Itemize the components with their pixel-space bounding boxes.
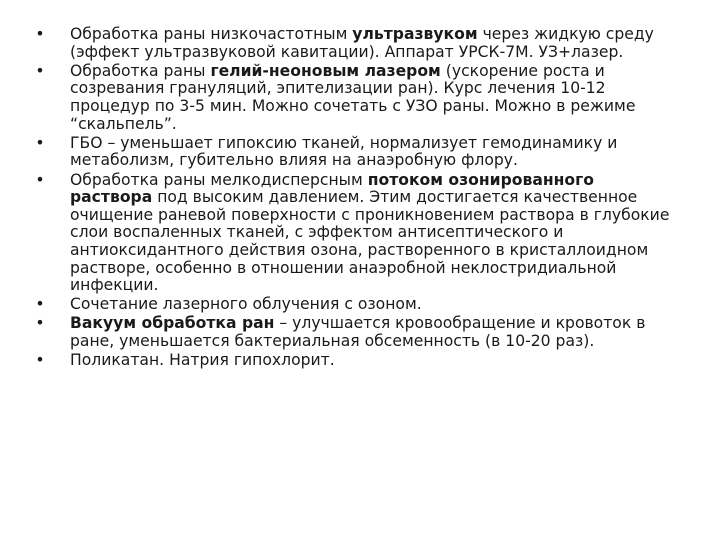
bullet-list bbox=[32, 26, 672, 371]
bullet-icon: • bbox=[35, 314, 45, 333]
list-item bbox=[32, 296, 672, 314]
bullet-icon: • bbox=[35, 25, 45, 43]
item-text-bold: гелий-неоновым лазером bbox=[210, 61, 441, 80]
item-text: ГБО – уменьшает гипоксию тканей, нормализует гемодинамику и метаболизм, губительно влияя на анаэробную флору. bbox=[70, 133, 618, 170]
list-item bbox=[32, 315, 672, 350]
item-text: Обработка раны мелкодисперсным bbox=[70, 170, 368, 189]
item-text: Обработка раны низкочастотным bbox=[70, 25, 353, 43]
list-item bbox=[32, 135, 672, 170]
bullet-icon: • bbox=[35, 170, 45, 189]
item-text: Сочетание лазерного облучения с озоном. bbox=[70, 295, 422, 314]
item-text: Обработка раны bbox=[70, 61, 211, 80]
list-item bbox=[32, 63, 672, 133]
item-text: под высоким давлением. Этим достигается качественное очищение раневой поверхности с проникновением раствора в глубокие слои воспаленных тканей, с эффектом антисептического и антиоксидантного действия озона, растворенного в кристаллоидном растворе, особенно в отношении анаэробной неклостридиальной инфекции. bbox=[70, 188, 670, 295]
bullet-icon: • bbox=[35, 351, 45, 370]
item-text: Поликатан. Натрия гипохлорит. bbox=[70, 351, 335, 370]
item-text: (ускорение роста и созревания грануляций, эпителизации ран). Курс лечения 10-12 процедур по 3-5 мин. Можно сочетать с УЗО раны. Можно в режиме “скальпель”. bbox=[70, 61, 636, 133]
item-text: – улучшается кровообращение и кровоток в ране, уменьшается бактериальная обсеменность (в 10-20 раз). bbox=[70, 314, 646, 351]
bullet-icon: • bbox=[35, 133, 45, 152]
item-text-bold: ультразвуком bbox=[352, 25, 478, 43]
item-text: через жидкую среду (эффект ультразвуковой кавитации). Аппарат УРСК-7М. УЗ+лазер. bbox=[70, 25, 654, 61]
list-item bbox=[32, 172, 672, 295]
bullet-icon: • bbox=[35, 61, 45, 80]
list-item bbox=[32, 352, 672, 370]
bullet-icon: • bbox=[35, 295, 45, 314]
list-item bbox=[32, 26, 672, 61]
item-text-bold: потоком озонированного раствора bbox=[70, 170, 594, 207]
item-text-bold: Вакуум обработка ран bbox=[70, 314, 275, 333]
